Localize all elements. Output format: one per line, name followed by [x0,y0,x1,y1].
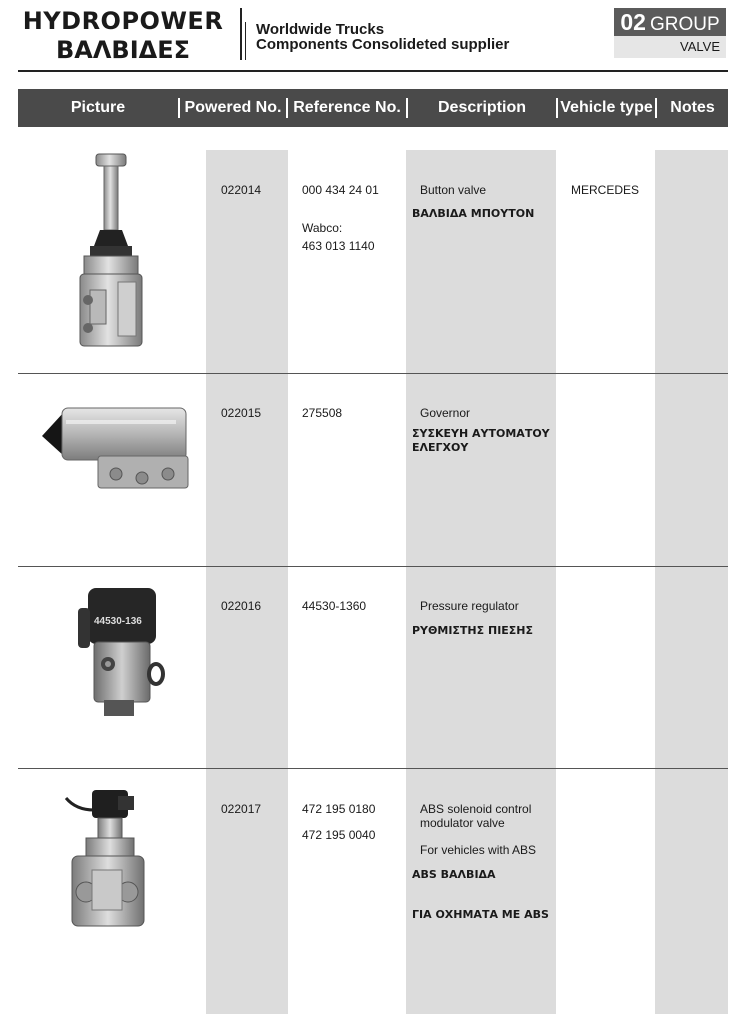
governor-image [38,398,198,498]
reference-no: 463 013 1140 [302,239,375,253]
col-header-picture: Picture [70,99,126,116]
powered-no: 022014 [221,183,262,197]
part-label: 44530-136 [94,616,142,627]
pressure-regulator-image [74,582,170,720]
table-header [18,89,728,127]
brand-name: HYDROPOWER [22,7,224,35]
description-column-bg [406,150,556,1014]
powered-no-column-bg [206,150,288,1014]
group-number: 02 [620,9,646,35]
tagline-line1: Worldwide Trucks [256,21,385,38]
button-valve-image [70,150,150,360]
powered-no: 022016 [221,599,262,613]
description-en: modulator valve [420,816,505,830]
reference-no: Wabco: [302,221,343,235]
description-gr: ΕΛΕΓΧΟΥ [412,441,469,454]
tagline [256,22,509,52]
col-header-powered-no: Powered No. [184,99,282,116]
tagline-line2: Components Consolideted supplier [256,36,510,53]
header-divider-thin [245,22,246,60]
description-en: For vehicles with ABS [420,843,537,857]
group-word: GROUP [649,14,720,35]
description-en: ABS solenoid control [420,802,532,816]
reference-no: 000 434 24 01 [302,183,379,197]
abs-solenoid-valve-image [56,784,160,934]
header-divider [240,8,242,60]
col-header-description: Description [437,99,526,116]
reference-no: 275508 [302,406,343,420]
description-gr: ΣΥΣΚΕΥΗ ΑΥΤΟΜΑΤΟΥ [412,427,550,440]
reference-no: 472 195 0040 [302,828,376,842]
description-gr: ΓΙΑ ΟΧΗΜΑΤΑ ΜΕ ABS [412,908,549,921]
group-category: VALVE [614,36,726,58]
reference-no: 44530-1360 [302,599,367,613]
notes-column-bg [655,150,728,1014]
description-gr: ΒΑΛΒΙΔΑ ΜΠΟΥΤΟΝ [412,207,535,220]
row-divider [18,768,728,769]
row-divider [18,566,728,567]
description-en: Button valve [420,183,487,197]
brand-logo [18,8,228,65]
powered-no: 022017 [221,802,262,816]
col-header-notes: Notes [670,99,715,116]
powered-no: 022015 [221,406,262,420]
row-divider [18,373,728,374]
description-en: Governor [420,406,471,420]
description-gr: ΡΥΘΜΙΣΤΗΣ ΠΙΕΣΗΣ [412,624,534,637]
brand-subtitle: ΒΑΛΒΙΔΕΣ [55,36,191,64]
col-header-reference-no: Reference No. [293,99,401,116]
description-en: Pressure regulator [420,599,519,613]
header-rule [18,70,728,72]
group-badge [614,8,726,36]
reference-no: 472 195 0180 [302,802,376,816]
vehicle-type: MERCEDES [571,183,640,197]
col-header-vehicle-type: Vehicle type [560,99,653,116]
description-gr: ABS ΒΑΛΒΙΔΑ [412,868,496,881]
